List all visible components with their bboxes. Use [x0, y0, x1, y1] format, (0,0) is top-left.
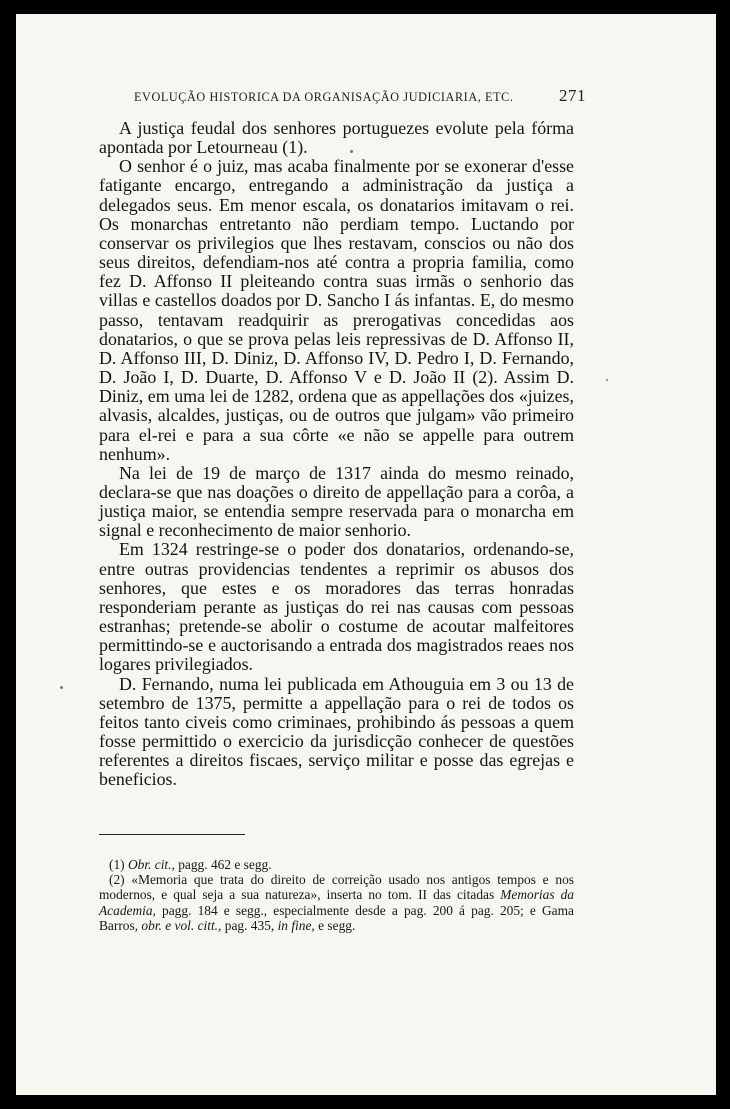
footnote-2-vol: II [418, 887, 427, 903]
footnotes [99, 857, 574, 933]
paragraph-4: Em 1324 restringe-se o poder dos donatarios, ordenando-se, entre outras providencias tendentes a reprimir os abusos dos senhores, que estes e os moradores das terras honradas responderiam perante as justiças do rei nas causas com pessoas estranhas; pretende-se abolir o costume de acoutar malfeitores permittindo-se e auctorisando a entrada dos magistrados reaes nos logares privilegiados. [99, 539, 574, 675]
book-page [16, 14, 716, 1095]
footnote-2-part1: «Memoria que trata do direito de correição usado nos antigos tempos e nos modernos, e qual seja a sua natureza», inserta no tom. [99, 872, 574, 903]
running-title: EVOLUÇÃO HISTORICA DA ORGANISAÇÃO JUDICIARIA, ETC. [134, 90, 514, 104]
running-header [134, 86, 586, 106]
scan-speck [60, 686, 63, 689]
paragraph-2: O senhor é o juiz, mas acaba finalmente por se exonerar d'esse fatigante encargo, entregando a administração da justiça a delegados seus. Em menor escala, os donatarios imitavam o rei. Os monarchas entretanto não perdiam tempo. Luctando por conservar os privilegios que lhes restavam, conscios ou não dos seus direitos, defendiam-nos até contra a propria familia, como fez D. Affonso II pleiteando contra suas irmãs o senhorio das villas e castellos doados por D. Sancho I ás infantas. E, do mesmo passo, tentavam readquirir as prerogativas concedidas aos donatarios, o que se prova pelas leis repressivas de D. Affonso II, D. Affonso III, D. Diniz, D. Affonso IV, D. Pedro I, D. Fernando, D. João I, D. Duarte, D. Affonso V e D. João II (2). Assim D. Diniz, em uma lei de 1282, ordena que as appellações dos «juizes, alvasis, alcaldes, justiças, ou de outros que julgam» vão primeiro para el-rei e para a sua côrte «e não se appelle para outrem nenhum». [99, 156, 574, 464]
footnote-2-italic1: Memorias da Academia, [99, 887, 575, 918]
paragraph-5: D. Fernando, numa lei publicada em Athouguia em 3 ou 13 de setembro de 1375, permitte a appellação para o rei de todos os feitos tanto civeis como criminaes, prohibindo ás pessoas a quem fosse permittido o exercicio da jurisdicção conhecer de questões referentes a direitos fiscaes, serviço militar e posse das egrejas e beneficios. [99, 673, 574, 790]
footnote-2-part5: e segg. [318, 917, 356, 933]
page-number: 271 [559, 86, 586, 105]
footnote-1-text: pagg. 462 e segg. [178, 857, 272, 872]
paragraph-3: Na lei de 19 de março de 1317 ainda do mesmo reinado, declara-se que nas doações o direito de appellação para a corôa, a justiça maior, se entendia sempre reservada para o monarcha em signal e reconhecimento de maior senhorio. [99, 462, 574, 541]
footnote-2-marker: (2) [109, 872, 125, 888]
footnote-2 [99, 872, 574, 933]
scan-speck [606, 379, 608, 381]
paragraph-1: A justiça feudal dos senhores portuguezes evolute pela fórma apontada por Letourneau (1). [99, 118, 574, 158]
footnote-1 [99, 857, 574, 872]
footnote-1-marker: (1) [109, 857, 125, 872]
footnote-2-part2: das citadas [433, 887, 495, 903]
footnote-2-italic2: obr. e vol. citt., [141, 917, 222, 933]
scan-speck [350, 150, 353, 153]
footnote-2-part4: pag. 435, [224, 917, 275, 933]
footnote-2-italic3: in fine, [277, 917, 315, 933]
footnote-1-ref: Obr. cit., [127, 857, 175, 872]
footnote-2-part3: pagg. 184 e segg., especialmente desde a pag. 200 á pag. 205; e Gama Barros, [99, 902, 574, 933]
main-text [99, 119, 574, 789]
footnote-separator [99, 834, 245, 835]
